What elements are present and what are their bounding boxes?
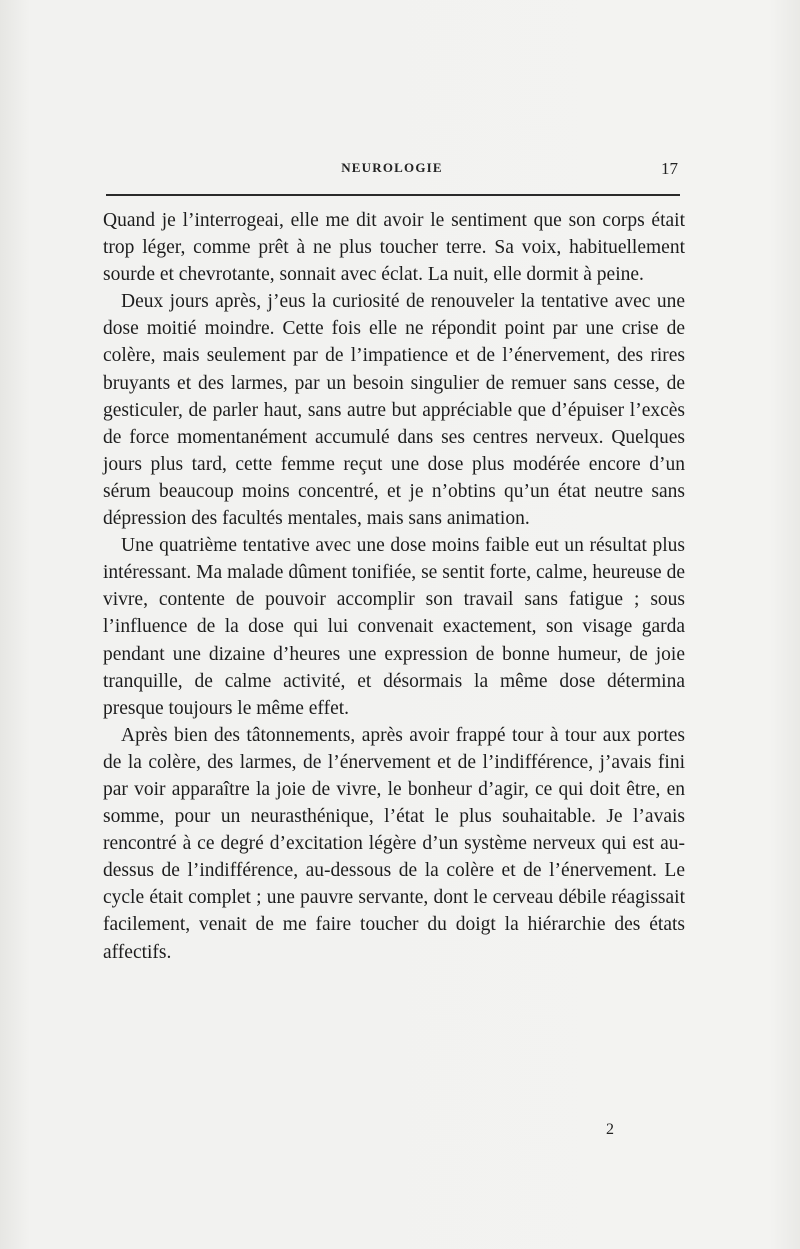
paragraph-3: Une quatrième tentative avec une dose moins faible eut un résultat plus intéressant. Ma malade dûment tonifiée, se sentit forte, calme, heureuse de vivre, contente de pouvoir accomplir son travail sans fatigue ; sous l’influence de la dose qui lui convenait exactement, son visage garda pendant une dizaine d’heures une expression de bonne humeur, de joie tranquille, de calme activité, et désormais la même dose détermina presque toujours le même effet. [103, 535, 685, 719]
paragraph-4: Après bien des tâtonnements, après avoir frappé tour à tour aux portes de la colère, des larmes, de l’énervement et de l’indifférence, j’avais fini par voir apparaître la joie de vivre, le bonheur d’agir, ce qui doit être, en somme, pour un neurasthénique, l’état le plus souhaitable. Je l’avais rencontré à ce degré d’excitation légère d’un système nerveux qui est au-dessus de l’indifférence, au-dessous de la colère et de l’énervement. Le cycle était complet ; une pauvre servante, dont le cerveau débile réagissait facilement, venait de me faire toucher du doigt la hiérarchie des états affectifs. [103, 724, 685, 963]
signature-mark: 2 [606, 1121, 614, 1138]
body-text [103, 207, 685, 966]
running-head [104, 160, 680, 184]
paragraph-2: Deux jours après, j’eus la curiosité de renouveler la tentative avec une dose moitié moindre. Cette fois elle ne répondit point par une crise de colère, mais seulement par de l’impatience et de l’énervement, des rires bruyants et des larmes, par un besoin singulier de remuer sans cesse, de gesticuler, de parler haut, sans autre but appréciable que d’épuiser l’excès de force momentanément accumulé dans ses centres nerveux. Quelques jours plus tard, cette femme reçut une dose plus modérée encore d’un sérum beaucoup moins concentré, et je n’obtins qu’un état neutre sans dépression des facultés mentales, mais sans animation. [103, 291, 685, 530]
header-rule [106, 194, 680, 196]
running-title: NEUROLOGIE [341, 160, 443, 175]
page-number: 17 [661, 159, 678, 178]
paragraph-1: Quand je l’interrogeai, elle me dit avoir le sentiment que son corps était trop léger, comme prêt à ne plus toucher terre. Sa voix, habituellement sourde et chevrotante, sonnait avec éclat. La nuit, elle dormit à peine. [103, 210, 685, 286]
